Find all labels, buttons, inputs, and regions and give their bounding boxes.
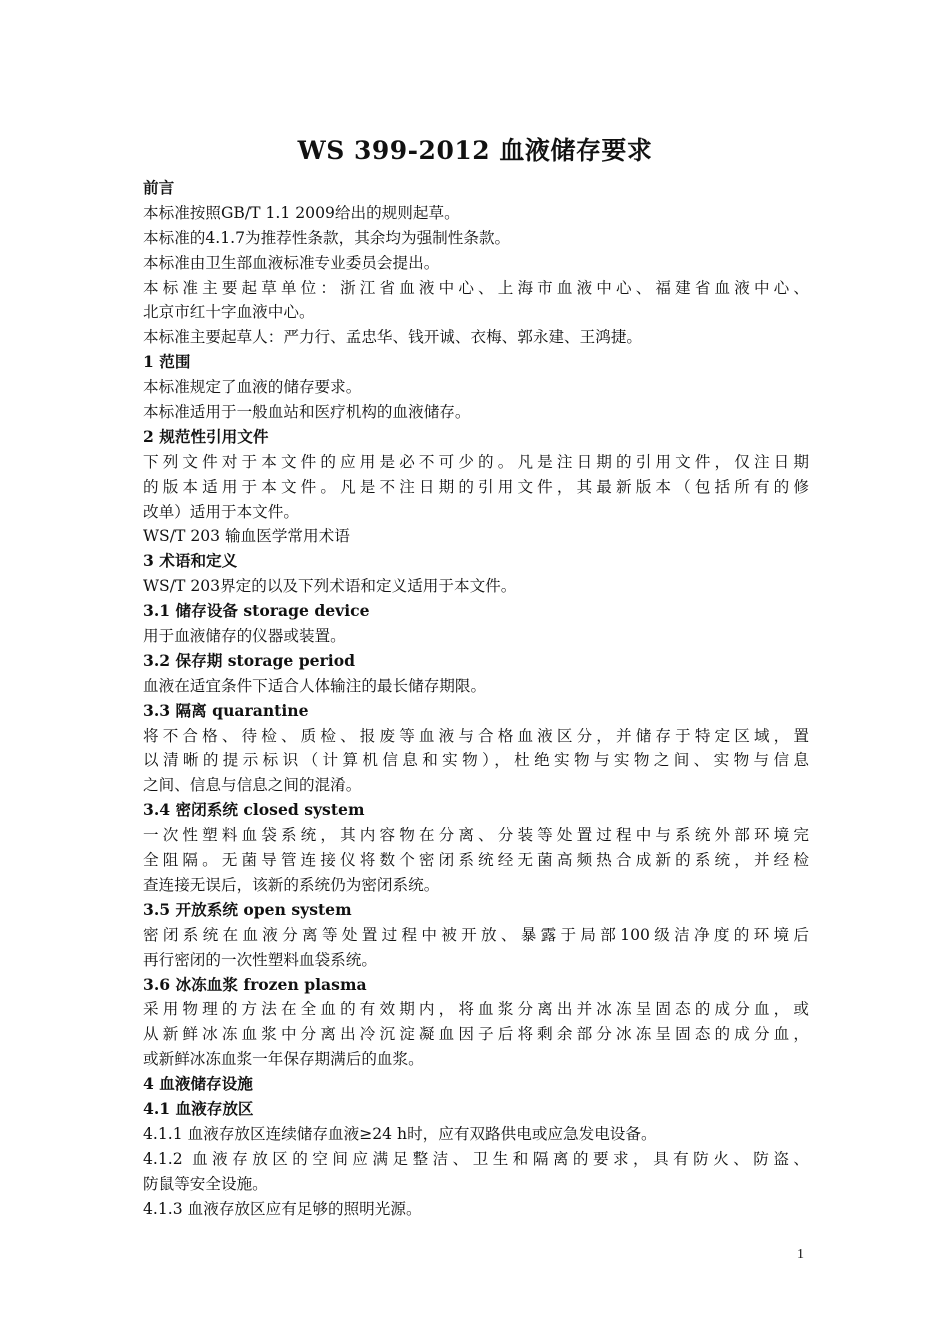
body-text-line: 一次性塑料血袋系统，其内容物在分离、分装等处置过程中与系统外部环境完 xyxy=(143,826,809,845)
body-text-line: 北京市红十字血液中心。 xyxy=(143,303,315,322)
body-text-line: 本标准主要起草人：严力行、孟忠华、钱开诚、衣梅、郭永建、王鸿捷。 xyxy=(143,328,643,347)
section-heading: 3 术语和定义 xyxy=(143,551,238,571)
body-text-line: 4.1.3 血液存放区应有足够的照明光源。 xyxy=(143,1199,422,1218)
body-text-line: 将不合格、待检、质检、报废等血液与合格血液区分，并储存于特定区域，置 xyxy=(143,726,809,745)
body-text-line: 血液在适宜条件下适合人体输注的最长储存期限。 xyxy=(143,676,487,695)
body-text-line: 采用物理的方法在全血的有效期内，将血浆分离出并冰冻呈固态的成分血，或 xyxy=(143,1000,809,1019)
section-heading: 3.6 冰冻血浆 frozen plasma xyxy=(143,974,367,994)
body-text-line: 本标准适用于一般血站和医疗机构的血液储存。 xyxy=(143,403,471,422)
body-text-line: 查连接无误后，该新的系统仍为密闭系统。 xyxy=(143,875,440,894)
body-text-line: 之间、信息与信息之间的混淆。 xyxy=(143,776,362,795)
body-text-line: 改单）适用于本文件。 xyxy=(143,502,299,521)
body-text-line: 用于血液储存的仪器或装置。 xyxy=(143,627,346,646)
section-heading: 1 范围 xyxy=(143,352,191,372)
section-heading: 4 血液储存设施 xyxy=(143,1074,253,1094)
body-text-line: 或新鲜冰冻血浆一年保存期满后的血浆。 xyxy=(143,1050,424,1069)
body-text-line: 本标准由卫生部血液标准专业委员会提出。 xyxy=(143,253,440,272)
section-heading: 4.1 血液存放区 xyxy=(143,1098,254,1118)
section-heading: 3.1 储存设备 storage device xyxy=(143,601,370,621)
body-text-line: 密闭系统在血液分离等处置过程中被开放、暴露于局部100级洁净度的环境后 xyxy=(143,925,809,944)
body-text-line: 本标准主要起草单位：浙江省血液中心、上海市血液中心、福建省血液中心、 xyxy=(143,278,809,297)
section-heading: 2 规范性引用文件 xyxy=(143,426,269,446)
section-heading: 3.3 隔离 quarantine xyxy=(143,700,309,720)
body-text-line: 的版本适用于本文件。凡是不注日期的引用文件，其最新版本（包括所有的修 xyxy=(143,477,809,496)
body-text-line: 防鼠等安全设施。 xyxy=(143,1174,268,1193)
body-text-line: 再行密闭的一次性塑料血袋系统。 xyxy=(143,950,377,969)
page-number: 1 xyxy=(797,1247,804,1262)
body-text-line: 以清晰的提示标识（计算机信息和实物），杜绝实物与实物之间、实物与信息 xyxy=(143,751,809,770)
section-heading: 3.2 保存期 storage period xyxy=(143,650,355,670)
section-heading: 3.4 密闭系统 closed system xyxy=(143,800,365,820)
section-heading: 前言 xyxy=(143,178,175,197)
body-text-line: 下列文件对于本文件的应用是必不可少的。凡是注日期的引用文件，仅注日期 xyxy=(143,452,809,471)
section-heading: 3.5 开放系统 open system xyxy=(143,899,352,919)
body-text-line: WS/T 203 输血医学常用术语 xyxy=(143,527,350,546)
body-text-line: 4.1.2 血液存放区的空间应满足整洁、卫生和隔离的要求，具有防火、防盗、 xyxy=(143,1149,809,1168)
document-body xyxy=(143,176,809,1221)
body-text-line: 4.1.1 血液存放区连续储存血液≥24 h时，应有双路供电或应急发电设备。 xyxy=(143,1124,657,1143)
document-title: WS 399-2012 血液储存要求 xyxy=(297,136,653,165)
body-text-line: WS/T 203界定的以及下列术语和定义适用于本文件。 xyxy=(143,577,517,596)
body-text-line: 从新鲜冰冻血浆中分离出冷沉淀凝血因子后将剩余部分冰冻呈固态的成分血， xyxy=(143,1025,809,1044)
body-text-line: 全阻隔。无菌导管连接仪将数个密闭系统经无菌高频热合成新的系统，并经检 xyxy=(143,851,809,870)
body-text-line: 本标准的4.1.7为推荐性条款，其余均为强制性条款。 xyxy=(143,228,511,247)
body-text-line: 本标准规定了血液的储存要求。 xyxy=(143,378,362,397)
body-text-line: 本标准按照GB/T 1.1 2009给出的规则起草。 xyxy=(143,203,460,222)
